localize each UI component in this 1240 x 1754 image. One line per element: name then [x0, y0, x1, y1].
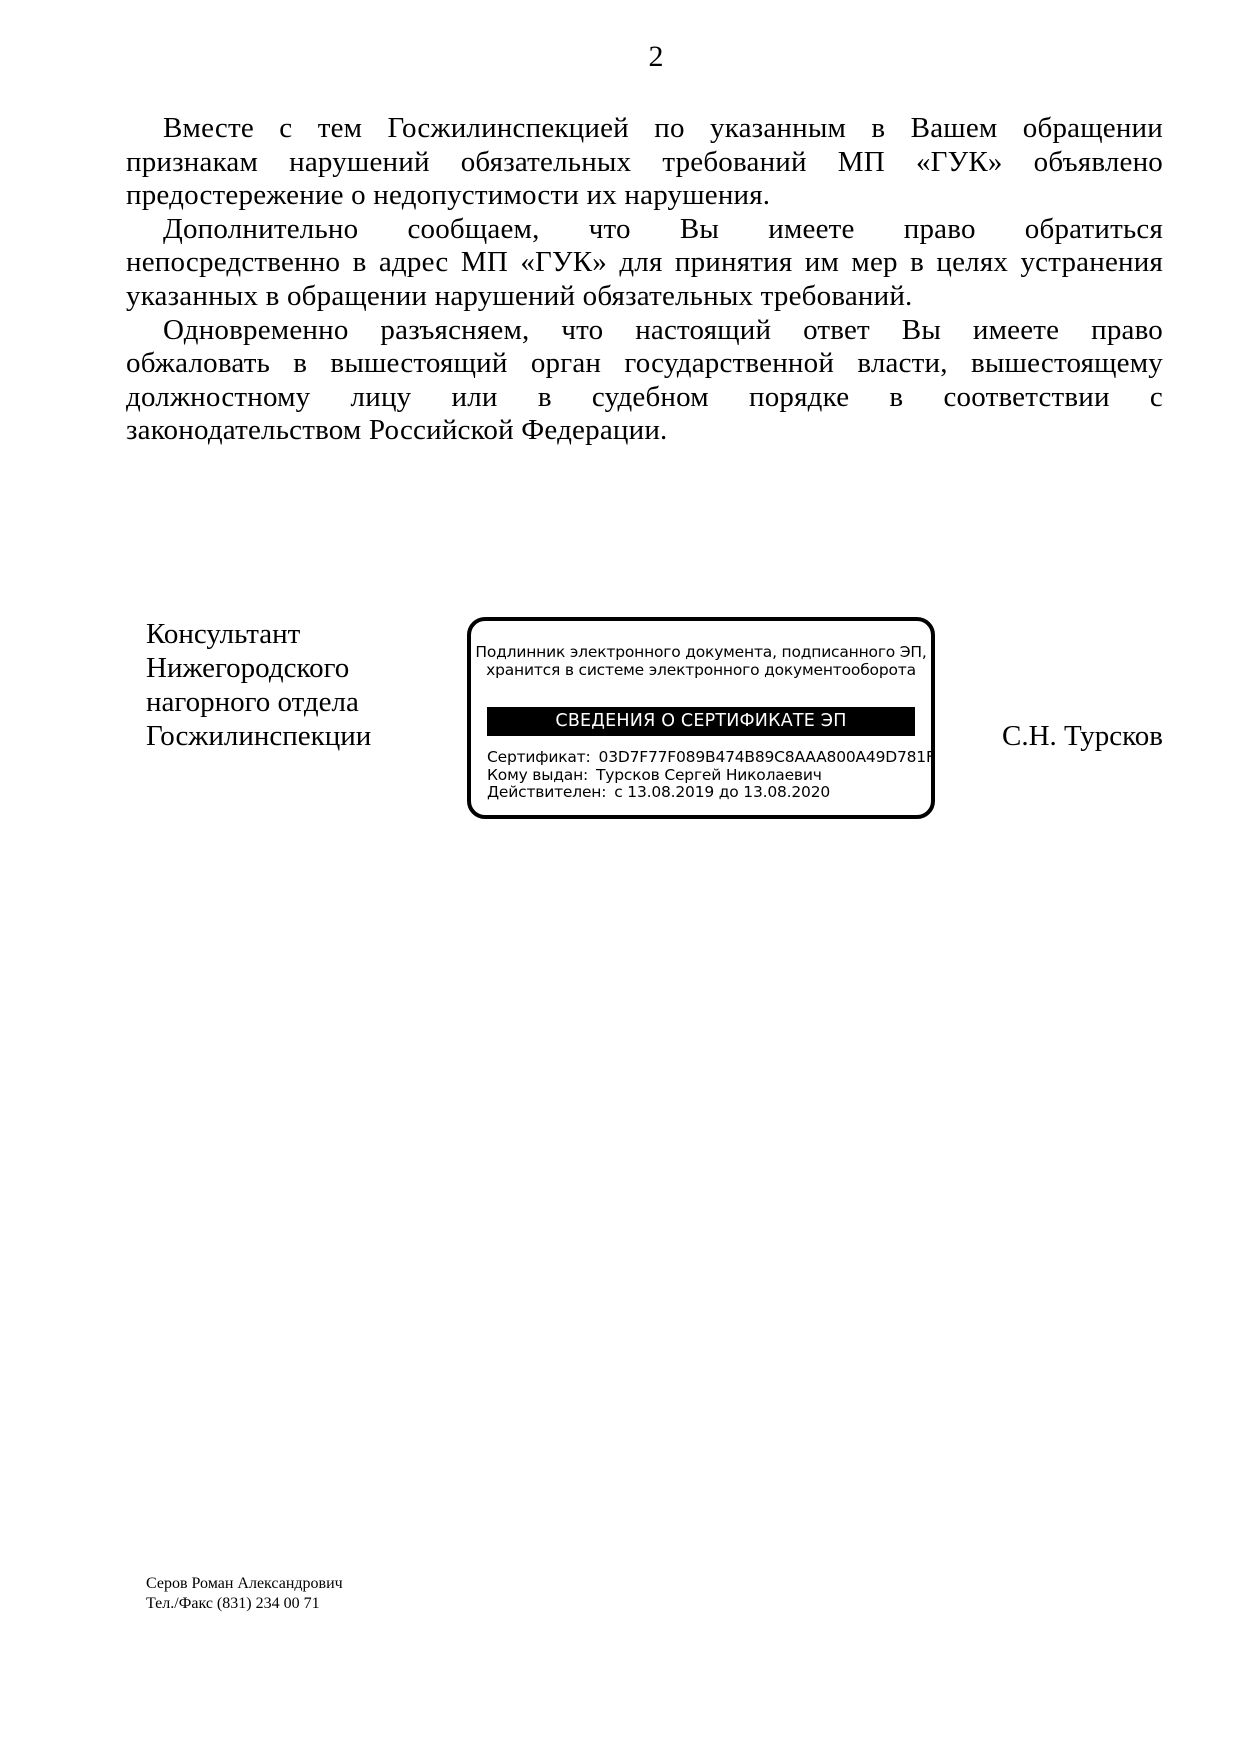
- signer-name: С.Н. Турсков: [1002, 720, 1163, 752]
- text-line: Вместе с тем Госжилинспекцией по указанным в Вашем обращении: [163, 112, 1163, 144]
- letter-body: [126, 112, 1163, 448]
- certificate-serial-row: [487, 748, 935, 767]
- executor-phone: Тел./Факс (831) 234 00 71: [146, 1595, 320, 1612]
- stamp-intro-line: хранится в системе электронного документооборота: [486, 661, 916, 679]
- executor-name: Серов Роман Александрович: [146, 1575, 343, 1592]
- executor-footer: [146, 1574, 343, 1614]
- certificate-validity-value: с 13.08.2019 до 13.08.2020: [614, 783, 831, 802]
- certificate-details: [487, 748, 935, 802]
- certificate-issued-to-row: [487, 767, 917, 785]
- text-line: непосредственно в адрес МП «ГУК» для принятия им мер в целях устранения: [126, 246, 1163, 279]
- certificate-validity-row: [487, 784, 917, 802]
- certificate-serial-label: Сертификат:: [487, 748, 591, 766]
- certificate-issued-to-label: Кому выдан:: [487, 765, 589, 784]
- stamp-intro: [471, 643, 931, 679]
- certificate-issued-to-value: Турсков Сергей Николаевич: [596, 765, 822, 784]
- text-line: предостережение о недопустимости их нарушения.: [126, 179, 771, 212]
- text-line: обжаловать в вышестоящий орган государственной власти, вышестоящему: [126, 347, 1163, 380]
- stamp-intro-line: Подлинник электронного документа, подписанного ЭП,: [475, 643, 927, 661]
- certificate-info-header: СВЕДЕНИЯ О СЕРТИФИКАТЕ ЭП: [487, 707, 915, 736]
- text-line: должностному лицу или в судебном порядке в соответствии с: [126, 380, 1163, 413]
- signer-position-block: [146, 617, 456, 753]
- signer-position-line: нагорного отдела: [146, 686, 359, 718]
- text-line: Дополнительно сообщаем, что Вы имеете право обратиться: [163, 212, 1163, 245]
- certificate-serial-value: 03D7F77F089B474B89C8AAA800A49D781F: [598, 748, 935, 766]
- signer-position-line: Госжилинспекции: [146, 720, 372, 752]
- page-number: 2: [648, 40, 664, 73]
- signer-position-line: Консультант: [146, 618, 301, 650]
- certificate-validity-label: Действителен:: [487, 783, 607, 802]
- text-line: законодательством Российской Федерации.: [126, 414, 668, 447]
- signer-position-line: Нижегородского: [146, 652, 350, 684]
- electronic-signature-stamp: [467, 617, 935, 819]
- text-line: Одновременно разъясняем, что настоящий ответ Вы имеете право: [163, 313, 1163, 346]
- text-line: признакам нарушений обязательных требований МП «ГУК» объявлено: [126, 145, 1163, 178]
- text-line: указанных в обращении нарушений обязательных требований.: [126, 279, 913, 312]
